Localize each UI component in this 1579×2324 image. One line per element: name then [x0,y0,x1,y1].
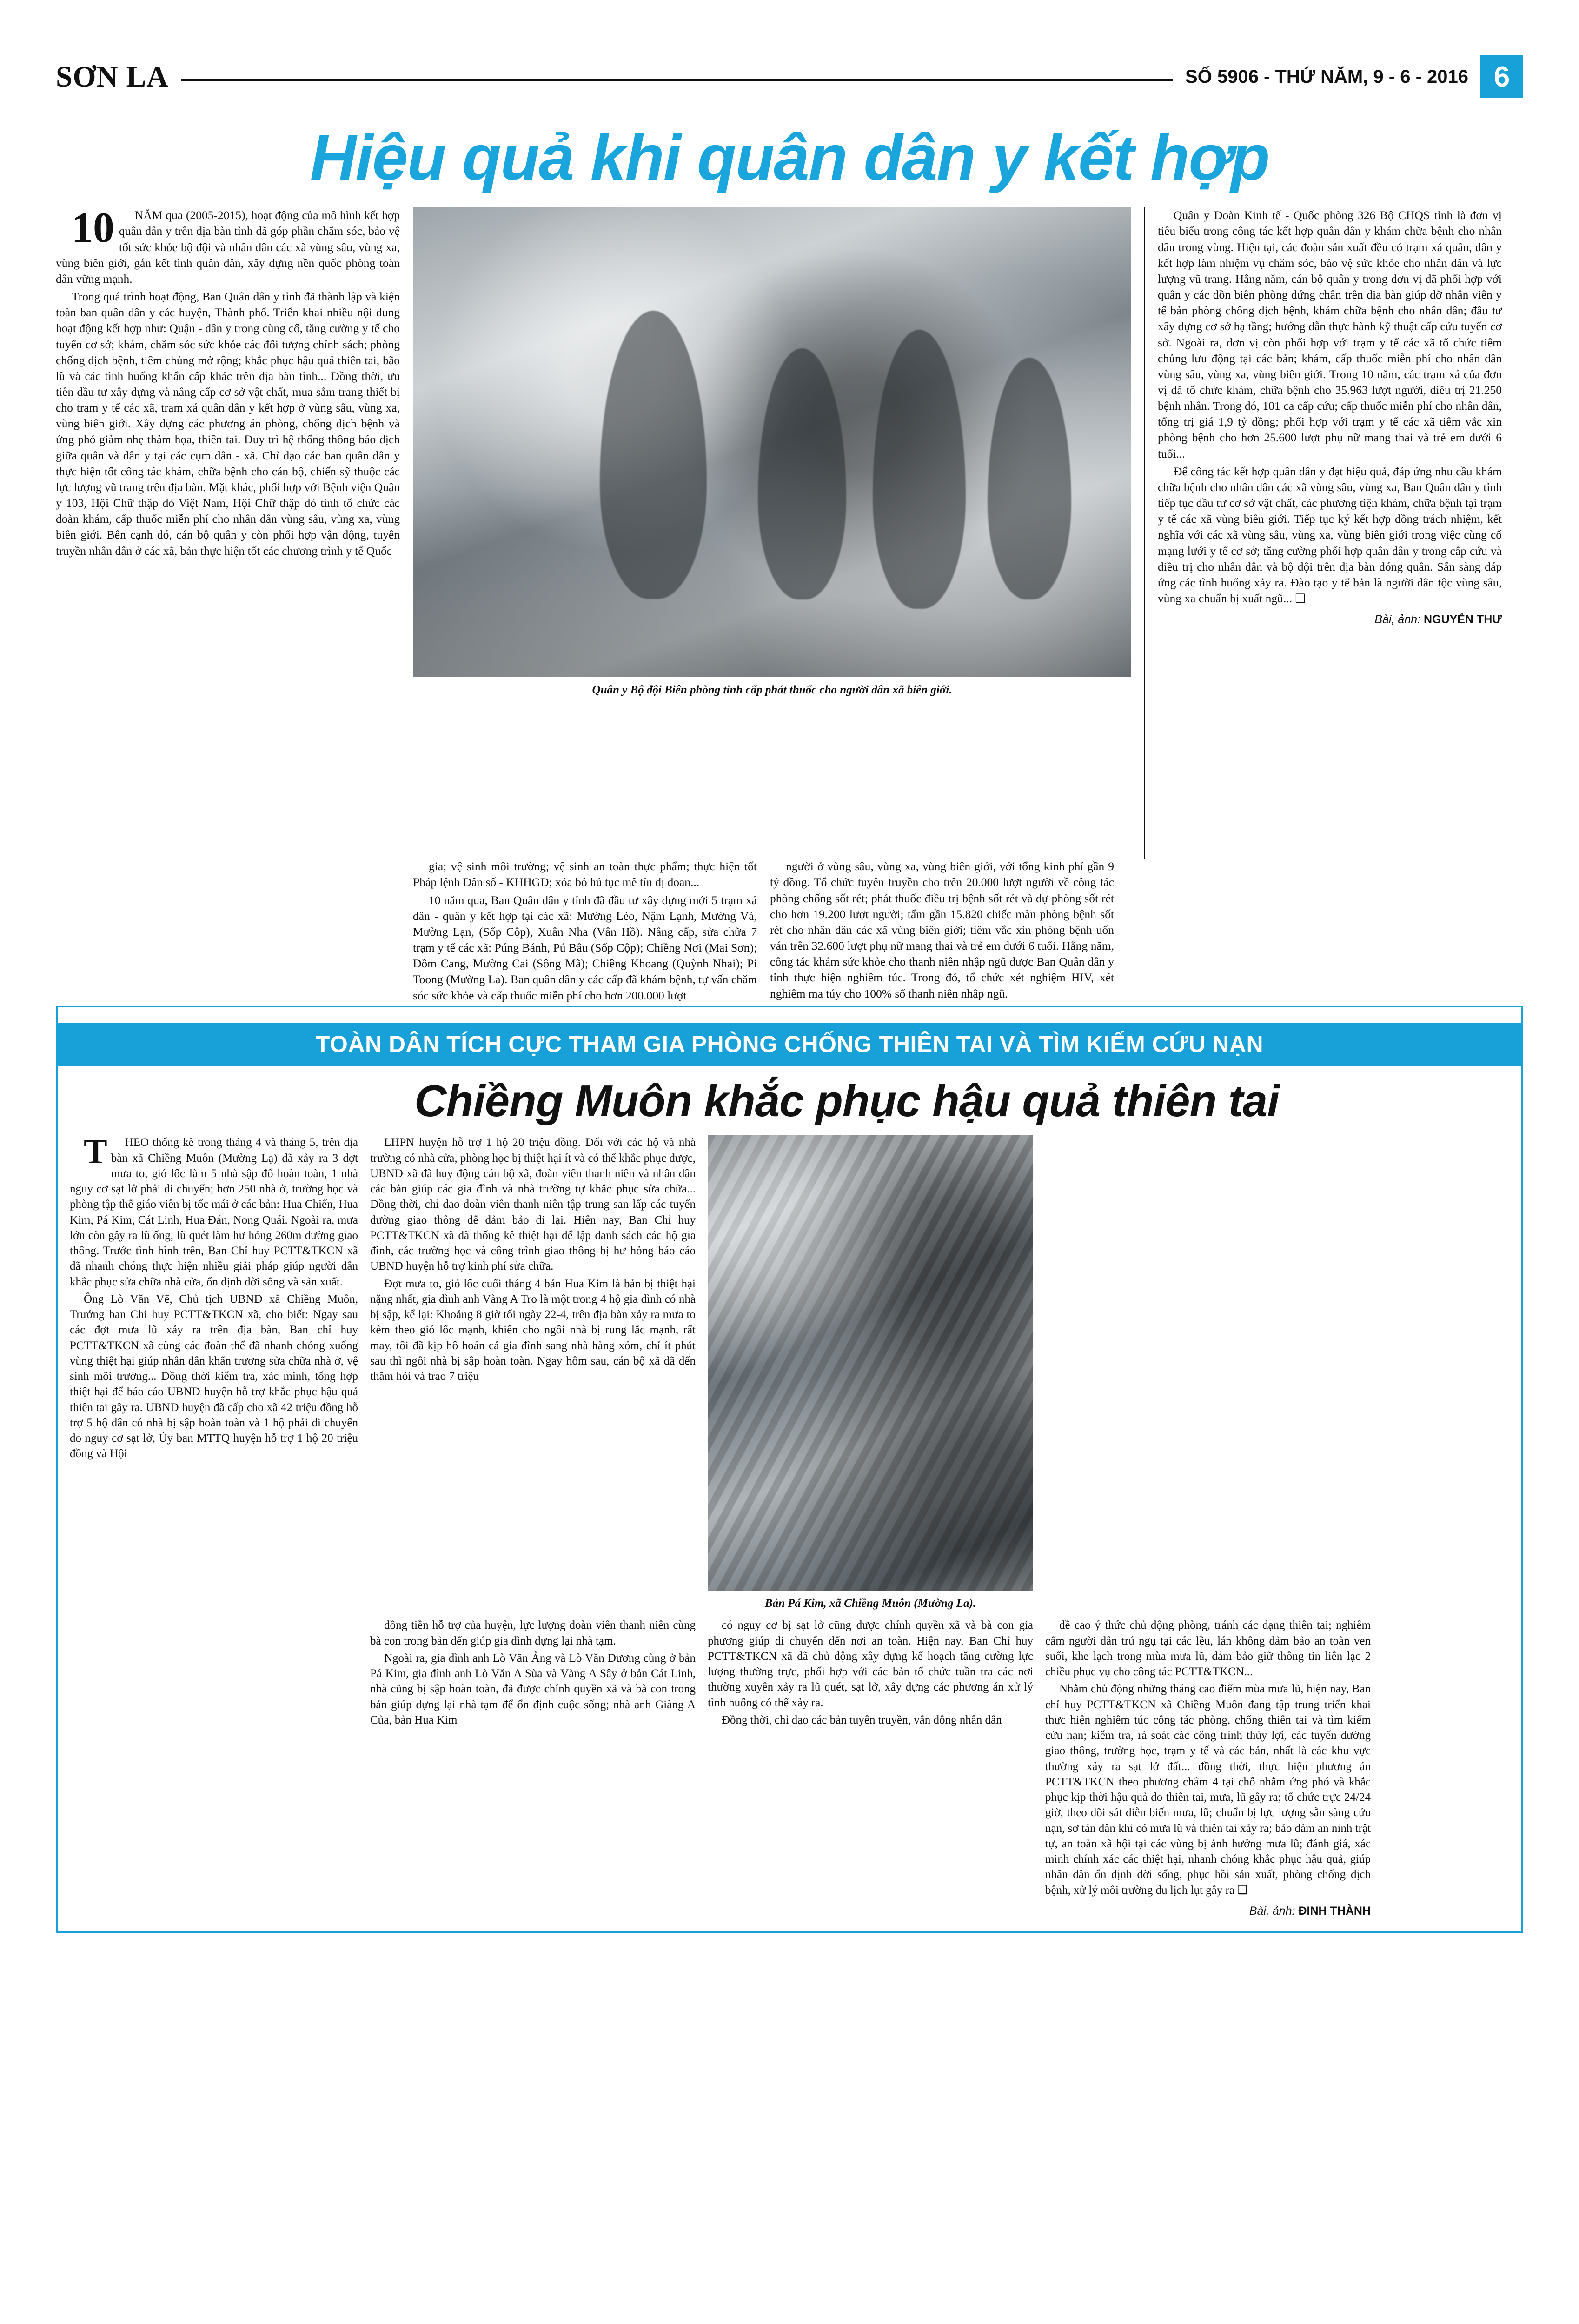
article1-c4-p1: Quân y Đoàn Kinh tế - Quốc phòng 326 Bộ CHQS tỉnh là đơn vị tiêu biểu trong công tác kết hợp quân dân y khám chữa bệnh cho nhân dân trong vùng. Hiện tại, các đoàn sản xuất đều có trạm xá quân, dân y kết hợp làm nhiệm vụ chăm sóc, bảo vệ sức khỏe cho nhân dân và lực lượng vũ trang. Hằng năm, cán bộ quân y trong đơn vị đã phối hợp với quân y các đồn biên phòng đứng chân trên địa bàn giúp đỡ nhân viên y tế bản phòng chống dịch bệnh, khám chữa bệnh cho nhân dân; đầu tư xây dựng cơ sở hạ tầng; hướng dẫn thực hành kỹ thuật cấp cứu tuyến cơ sở. Ngoài ra, đơn vị còn phối hợp với trạm y tế các xã tổ chức tiêm chủng lưu động tại các bản; khám, cấp thuốc miễn phí cho nhân dân vùng sâu, vùng xa, vùng biên giới. Trong 10 năm, các trạm xá của đơn vị đã tổ chức khám, chữa bệnh cho 35.963 lượt người, điều trị 21.250 bệnh nhân. Trong đó, 101 ca cấp cứu; cấp thuốc miễn phí cho nhân dân, tổng trị giá 1,9 tỷ đồng; phối hợp với trạm y tế các xã tiêm vắc xin phòng bệnh cho hơn 25.600 lượt phụ nữ mang thai và trẻ em dưới 6 tuổi... [1158,208,1502,460]
article2-body [58,1066,1521,1919]
paper-name: SƠN LA [56,60,169,93]
article2-c4-p1: có nguy cơ bị sạt lở cũng được chính quyền xã và bà con gia phương giúp di chuyển đến nơi an toàn. Hiện nay, Ban Chỉ huy PCTT&TKCN xã đã chủ động xây dựng kế hoạch tăng cường lực lượng thường trực, phối hợp với các bản tổ chức tuần tra các nơi thường xuyên xảy ra lũ quét, sạt lở, xây dựng các phương án xử lý tình huống có thể xảy ra. [708,1619,1033,1709]
article1-photo-block [413,207,1131,704]
article1-top-grid [56,204,1523,859]
article1-divider-vertical [1144,207,1145,859]
article1-c4-p2: Để công tác kết hợp quân dân y đạt hiệu quả, đáp ứng nhu cầu khám chữa bệnh cho nhân dân các xã vùng sâu, vùng xa, Ban Quân dân y tỉnh tiếp tục đầu tư cơ sở vật chất, các phương tiện khám, chữa bệnh tại trạm y tế các xã vùng biên giới. Tiếp tục ký kết hợp đồng trách nhiệm, kết nghĩa với các xã vùng sâu, vùng xa, vùng biên giới trong việc cùng cố mạng lưới y tế cơ sở; tăng cường phối hợp quân dân y trong cấp cứu và điều trị cho nhân dân và bộ đội trên địa bàn đóng quân. Sẵn sàng đáp ứng các tình huống xảy ra. Đào tạo y tế bản là người dân tộc vùng sâu, vùng xa chuẩn bị xuất ngũ... ❑ [1158,464,1502,606]
article1-byline-label: Bài, ảnh: [1374,613,1421,626]
article1-lower-spacer-2 [1141,859,1485,1005]
article1-lower-divider [1127,859,1128,1005]
article2-column-1 [70,1132,358,1463]
article2-frame [56,1006,1523,1933]
issue-line: SỐ 5906 - THỨ NĂM, 9 - 6 - 2016 [1185,66,1468,87]
masthead [56,51,1523,102]
article1-lead-paragraph [56,204,400,287]
article1-byline-author: NGUYỄN THƯ [1424,613,1502,626]
article1-c2-p1: gia; vệ sinh môi trường; vệ sinh an toàn thực phẩm; thực hiện tốt Pháp lệnh Dân số - KHHGĐ; xóa bỏ hủ tục mê tín dị đoan... [413,859,757,889]
article2-byline [1045,1904,1371,1919]
article1-column-3 [770,859,1114,1005]
article2-c2-p2: Đợt mưa to, gió lốc cuối tháng 4 bản Hua Kim là bản bị thiệt hại nặng nhất, gia đình anh Vàng A Tro là một trong 4 hộ gia đình có nhà bị sập, kể lại: Khoảng 8 giờ tối ngày 22-4, trên địa bàn xảy ra mưa to kèm theo gió lốc mạnh, khiến cho ngôi nhà bị rung lắc mạnh, rất may, tôi đã kịp hô hoán cả gia đình sang nhà hàng xóm, chỉ ít phút sau thì ngôi nhà bị sập hoàn toàn. Ngay hôm sau, cán bộ xã đã đến thăm hỏi và trao 7 triệu [370,1277,696,1383]
article1-dropcap: 10 [72,204,114,252]
photo-figure [988,358,1071,599]
article1-c3-p1: người ở vùng sâu, vùng xa, vùng biên giới, với tổng kinh phí gần 9 tỷ đồng. Tổ chức tuyên truyền cho trên 20.000 lượt người về công tác phòng chống sốt rét; phát thuốc điều trị bệnh sốt rét và dự phòng sốt rét cho hơn 19.200 lượt người; tẩm gần 15.820 chiếc màn phòng bệnh sốt rét cho nhân dân các xã vùng biên giới; tiêm vắc xin phòng bệnh uốn ván trên 32.600 lượt phụ nữ mang thai và trẻ em dưới 6 tuổi. Hằng năm, công tác khám sức khỏe cho thanh niên nhập ngũ được Ban Quân dân y tỉnh thực hiện nghiêm túc. Trong đó, tổ chức xét nghiệm HIV, xét nghiệm ma túy cho 100% số thanh niên nhập ngũ. [770,859,1114,1000]
article2-c2-p1: LHPN huyện hỗ trợ 1 hộ 20 triệu đồng. Đối với các hộ và nhà trường có nhà cửa, phòng học bị thiệt hại ít và có thể khắc phục được, UBND xã đã huy động cán bộ xã, đoàn viên thanh niên và nhân dân các bản giúp các gia đình và nhà trường tự khắc phục sửa chữa... Đồng thời, chỉ đạo đoàn viên thanh niên tập trung san lấp các tuyến đường giao thông để đảm bảo đi lại. Hiện nay, Ban Chỉ huy PCTT&TKCN xã đã thống kê thiệt hại để lập danh sách các hộ gia đình, các trường học và công trình giao thông bị hư hỏng báo cáo UBND huyện hỗ trợ kinh phí sửa chữa. [370,1136,696,1273]
article1-photo-caption: Quân y Bộ đội Biên phòng tỉnh cấp phát thuốc cho người dân xã biên giới. [592,684,952,697]
article2-photo-block [708,1135,1033,1618]
article2-lead-paragraph [70,1132,358,1290]
article1-headline: Hiệu quả khi quân dân y kết hợp [310,122,1269,193]
article2-photo [708,1135,1033,1591]
article1-c2-p2: 10 năm qua, Ban Quân dân y tỉnh đã đầu tư xây dựng mới 5 trạm xá dân - quân y kết hợp tại các xã: Mường Lèo, Nậm Lạnh, Mường Và, Mường Lạn, (Sốp Cộp), Xuân Nha (Vân Hồ). Nâng cấp, sửa chữa 7 trạm y tế các xã: Púng Bánh, Pú Bâu (Sốp Cộp); Chiềng Nơi (Mai Sơn); Dồm Cang, Mường Cai (Sông Mã); Chiềng Khoang (Quỳnh Nhai); Pi Toong (Mường La). Ban quân dân y các cấp đã khám bệnh, tự vấn chăm sóc sức khỏe và cấp thuốc miễn phí cho hơn 200.000 lượt [413,893,757,1002]
photo-figure [873,330,966,609]
article1-photo [413,207,1131,677]
article2-bottom-row [70,1618,1509,1919]
article2-byline-label: Bài, ảnh: [1249,1904,1295,1918]
photo-figure-group [413,207,1131,677]
article2-column-4 [708,1618,1033,1730]
article1-lower-grid [56,859,1523,1005]
article1-lead-text: NĂM qua (2005-2015), hoạt động của mô hình kết hợp quân dân y trên địa bàn tỉnh đã góp phần chăm sóc, bảo vệ tốt sức khỏe bộ đội và nhân dân các xã vùng sâu, vùng xa, vùng biên giới, gắn kết tình quân dân, xây dựng nền quốc phòng toàn dân vững mạnh. [56,208,400,286]
section-banner: TOÀN DÂN TÍCH CỰC THAM GIA PHÒNG CHỐNG THIÊN TAI VÀ TÌM KIẾM CỨU NẠN [58,1023,1521,1066]
masthead-rule [181,79,1174,81]
article2-column-5 [1045,1618,1371,1919]
article2-byline-author: ĐINH THÀNH [1298,1904,1371,1918]
article2-dropcap: T [84,1132,107,1172]
article2-c3-p2: Ngoài ra, gia đình anh Lò Văn Ảng và Lò Văn Dương cùng ở bản Pá Kim, gia đình anh Lò Văn A Sùa và Vàng A Sây ở bản Cát Linh, nhà cũng bị sập hoàn toàn, đã được chính quyền xã và bà con trong bản giúp dựng lại nhà tạm để ổn định cuộc sống; nhà anh Giàng A Của, bản Hua Kim [370,1651,696,1726]
article1-column-1 [56,204,400,560]
article2-top-row [70,1078,1509,1135]
article2-c1-p2: Ông Lò Văn Vẽ, Chủ tịch UBND xã Chiềng Muôn, Trưởng ban Chỉ huy PCTT&TKCN xã, cho biết: Ngay sau các đợt mưa lũ xảy ra trên địa bàn, Ban chỉ huy PCTT&TKCN xã cùng các đoàn thể đã nhanh chóng xuống vùng thiệt hại giúp nhân dân khẩn trương sửa chữa nhà ở, vệ sinh môi trường... Đồng thời kiểm tra, xác minh, tổng hợp thiệt hại để báo cáo UBND huyện hỗ trợ khắc phục hậu quả thiên tai gây ra. UBND huyện đã cấp cho xã 42 triệu đồng hỗ trợ 5 hộ dân có nhà bị sập hoàn toàn và 1 hộ phải di chuyển do nguy cơ sạt lở, Ủy ban MTTQ huyện hỗ trợ 1 hộ 20 triệu đồng và Hội [70,1292,358,1460]
article1-lower-spacer [56,859,400,1005]
article1-column-4 [1158,207,1502,627]
article1-column-2 [413,859,757,1005]
article1-byline [1158,612,1502,628]
article2-lead-text: HEO thống kê trong tháng 4 và tháng 5, trên địa bàn xã Chiềng Muôn (Mường Lạ) đã xảy ra 3 đợt mưa to, gió lốc làm 5 nhà sập đổ hoàn toàn, 1 nhà nguy cơ sạt lở phải di chuyển; hơn 250 nhà ở, trường học và phòng tập thể giáo viên bị tốc mái ở các bản: Hua Chiến, Hua Kim, Pá Kim, Cát Linh, Hua Đán, Nong Quái. Ngoài ra, mưa lớn còn gây ra lũ ống, lũ quét làm hư hỏng 260m đường giao thông. Trước tình hình trên, Ban Chỉ huy PCTT&TKCN xã đã nhanh chóng thực hiện nhiều giải pháp giúp người dân khắc phục sửa chữa nhà cửa, ổn định đời sống và sản xuất. [70,1136,358,1288]
article2-headline: Chiềng Muôn khắc phục hậu quả thiên tai [414,1076,1279,1126]
page-number-badge: 6 [1480,55,1523,98]
article2-mid-inner [370,1135,1030,1618]
article2-mid-row [70,1132,1509,1618]
article2-column-3 [370,1618,696,1730]
article1-p2: Trong quá trình hoạt động, Ban Quân dân y tỉnh đã thành lập và kiện toàn ban quân dân y các huyện, Thành phố. Triển khai nhiều nội dung hoạt động kết hợp như: Quận - dân y trong cùng cố, tăng cường y tế cho tuyến cơ sở; khám, chăm sóc sức khỏe các đối tượng chính sách; phòng chống dịch bệnh, tiêm chủng mở rộng; khắc phục hậu quả thiên tai, bão lũ và các tình huống khẩn cấp khác trên địa bàn tỉnh... Đồng thời, ưu tiên đầu tư xây dựng và nâng cấp cơ sở vật chất, mua sắm trang thiết bị cho trạm y tế các xã, trạm xá quân dân y kết hợp ở vùng sâu, vùng xa, vùng biên giới. Xây dựng các phương án phòng, chống dịch bệnh và ứng phó giảm nhẹ thảm họa, thiên tai. Duy trì hệ thống thông báo dịch giữa quân và dân y tại các cụm dân - xã. Chỉ đạo các ban quân dân y thực hiện tốt công tác khám, chữa bệnh cho cán bộ, chiến sỹ thuộc các lực lượng vũ trang trên địa bàn. Mặt khác, phối hợp với Bệnh viện Quân y 103, Hội Chữ thập đỏ Việt Nam, Hội Chữ thập đỏ tỉnh tổ chức các đoàn khám, cấp thuốc miễn phí cho nhân dân vùng sâu, vùng xa, vùng biên giới. Bên cạnh đó, cán bộ quân y còn phối hợp vận động, tuyên truyền nhân dân ở các xã, bản thực hiện tốt các chương trình y tế Quốc [56,290,400,558]
photo-figure [600,311,707,599]
article2-c4-p2: Đồng thời, chỉ đạo các bản tuyên truyền, vận động nhân dân [722,1713,1002,1726]
article2-c5-p1: đề cao ý thức chủ động phòng, tránh các dạng thiên tai; nghiêm cấm người dân trú ngụ tại các lều, lán không đảm bảo an toàn ven suối, khe lạch trong mùa mưa lũ, đảm bảo giữ thông tin liên lạc 2 chiều phục vụ cho công tác PCTT&TKCN... [1045,1619,1371,1678]
article2-c5-p2: Nhằm chủ động những tháng cao điểm mùa mưa lũ, hiện nay, Ban chỉ huy PCTT&TKCN xã Chiềng Muôn đang tập trung triển khai thực hiện nghiêm túc công tác phòng, chống thiên tai và tìm kiếm cứu nạn; kiểm tra, rà soát các công trình thủy lợi, các tuyến đường giao thông, trường học, trạm y tế và các bản, nhất là các khu vực thường xảy ra sạt lở đất... đồng thời, thực hiện phương án PCTT&TKCN theo phương châm 4 tại chỗ nhằm ứng phó và khắc phục kịp thời hậu quả do thiên tai, mưa, lũ gây ra; tổ chức trực 24/24 giờ, theo dõi sát diễn biến mưa, lũ; chuẩn bị lực lượng sẵn sàng cứu nạn, sơ tán dân khi có mưa lũ và thiên tai xảy ra; bảo đảm an ninh trật tự, an toàn xã hội tại các vùng bị ảnh hưởng mưa lũ; đánh giá, xác minh chính xác các thiệt hại, nhanh chóng khắc phục hậu quả, giúp nhân dân ổn định đời sống, phục hồi sản xuất, phòng chống dịch bệnh, xử lý môi trường du lịch lụt gây ra ❑ [1045,1683,1371,1897]
article2-photo-caption: Bản Pá Kim, xã Chiềng Muôn (Mường La). [764,1597,976,1610]
article2-column-2 [370,1135,696,1618]
article2-c3-p1: đồng tiền hỗ trợ của huyện, lực lượng đoàn viên thanh niên cùng bà con trong bản đến giúp gia đình dựng lại nhà tạm. [370,1619,696,1647]
photo-figure [758,348,846,599]
masthead-left [56,60,1185,94]
